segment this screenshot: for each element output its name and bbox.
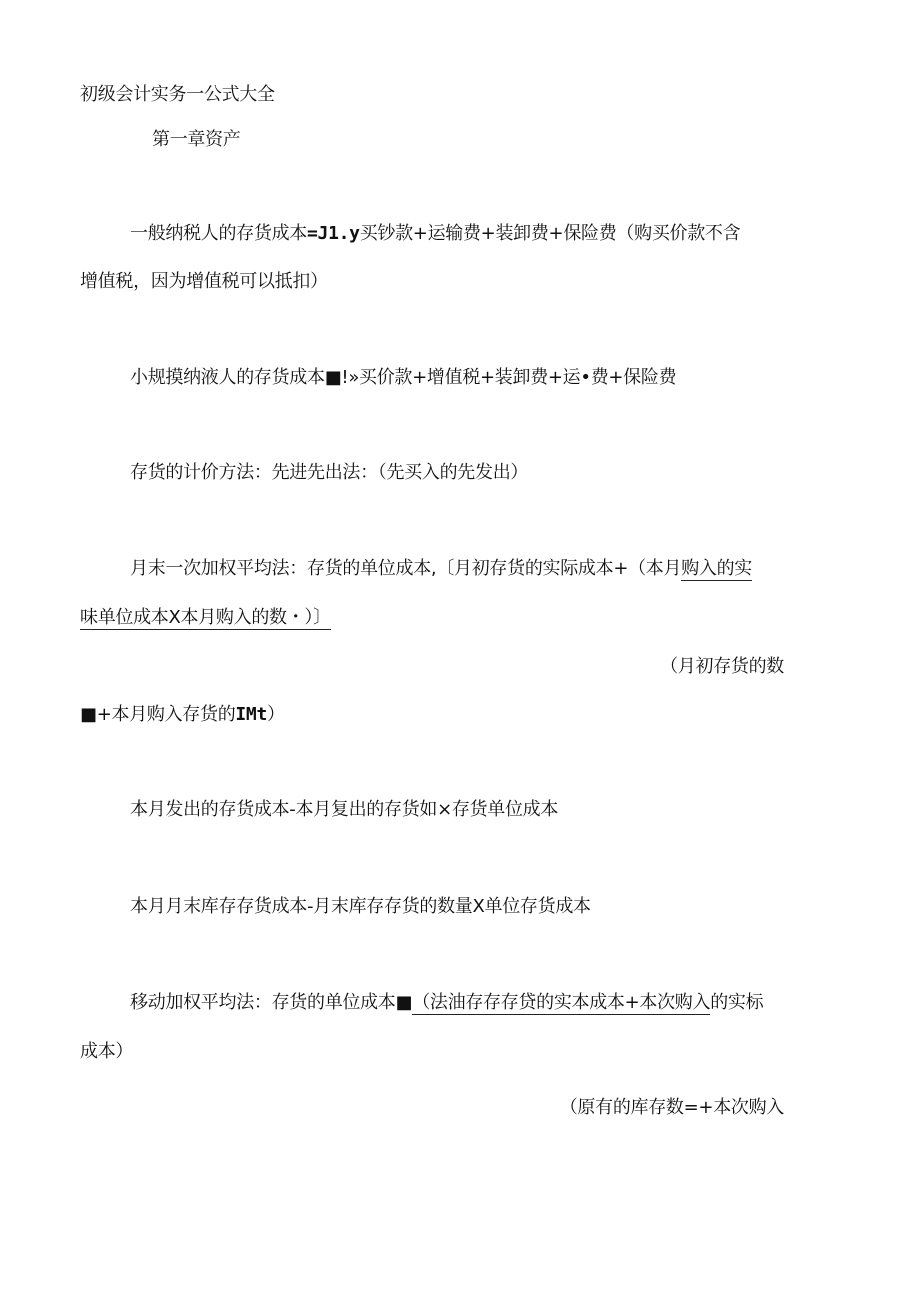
weighted-average-formula-line2: [80, 606, 331, 630]
general-taxpayer-formula-line1: [130, 222, 740, 246]
formula-text: ）: [267, 704, 285, 725]
general-taxpayer-formula-line2: 增值税，因为增值税可以抵扣）: [80, 271, 328, 292]
monthly-issued-cost-formula: 本月发出的存货成本-本月复出的存货如×存货单位成本: [130, 799, 559, 820]
small-taxpayer-formula: 小规摸纳液人的存货成本■!»买价款+增值税+装卸费+运•费+保险费: [130, 367, 677, 388]
formula-text: 移动加权平均法：存货的单位成本■: [130, 992, 413, 1013]
weighted-average-denominator-line2: [80, 703, 285, 727]
formula-text: 月末一次加权平均法：存货的单位成本,〔月初存货的实际成本+（本月: [130, 558, 682, 579]
month-end-inventory-cost-formula: 本月月末库存存货成本-月末库存存货的数量X单位存货成本: [130, 896, 591, 917]
moving-average-formula-line1: [130, 991, 763, 1015]
moving-average-formula-line2: 成本）: [80, 1041, 134, 1062]
formula-text: 买钞款+运输费+装卸费+保险费（购买价款不含: [359, 223, 741, 244]
inventory-valuation-fifo: 存货的计价方法：先进先出法：（先买入的先发出）: [130, 462, 529, 483]
moving-average-denominator: （原有的库存数=+本次购入: [559, 1097, 784, 1118]
weighted-average-formula-line1: [130, 557, 752, 581]
formula-underlined-text: 味单位成本X本月购入的数・）〕: [80, 607, 331, 628]
formula-garbled-text: IMt: [235, 704, 268, 725]
formula-text: 一般纳税人的存货成本: [130, 223, 307, 244]
formula-underlined-text: （法油存存存贷的实本成本+本次购入: [412, 992, 711, 1013]
formula-text: 的实标: [710, 992, 764, 1013]
document-title: 初级会计实务一公式大全: [80, 84, 275, 105]
formula-underlined-text: 购入的实: [681, 558, 753, 579]
formula-text: ■+本月购入存货的: [80, 704, 236, 725]
weighted-average-denominator-line1: （月初存货的数: [660, 656, 784, 677]
formula-garbled-text: =J1.y: [307, 223, 360, 244]
chapter-heading: 第一章资产: [152, 129, 241, 150]
